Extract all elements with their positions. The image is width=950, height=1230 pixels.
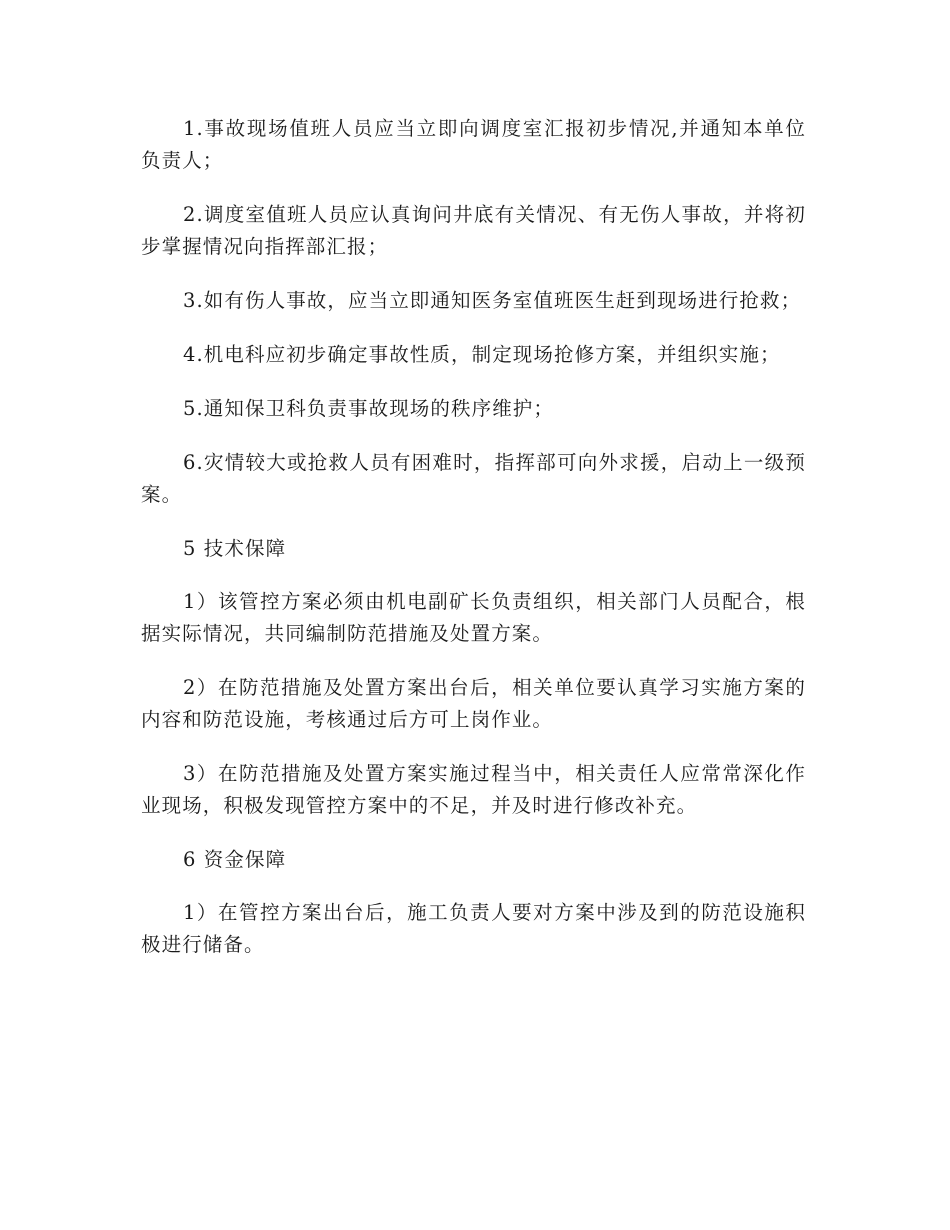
paragraph-2: 2.调度室值班人员应认真询问井底有关情况、有无伤人事故，并将初步掌握情况向指挥部汇报； <box>141 203 806 258</box>
section-heading-technical-support: 5 技术保障 <box>183 537 287 560</box>
paragraph-tech-2: 2）在防范措施及处置方案出台后，相关单位要认真学习实施方案的内容和防范设施，考核通过后方可上岗作业。 <box>141 676 806 731</box>
paragraph-3: 3.如有伤人事故，应当立即通知医务室值班医生赶到现场进行抢救； <box>183 289 802 312</box>
paragraph-6: 6.灾情较大或抢救人员有困难时，指挥部可向外求援，启动上一级预案。 <box>141 451 806 506</box>
document-page <box>141 113 806 983</box>
paragraph-tech-3: 3）在防范措施及处置方案实施过程当中，相关责任人应常常深化作业现场，积极发现管控方案中的不足，并及时进行修改补充。 <box>141 762 806 817</box>
paragraph-1: 1.事故现场值班人员应当立即向调度室汇报初步情况,并通知本单位负责人； <box>141 117 806 172</box>
section-heading-funding-support: 6 资金保障 <box>183 848 287 871</box>
paragraph-funding-1: 1）在管控方案出台后，施工负责人要对方案中涉及到的防范设施积极进行储备。 <box>141 901 806 956</box>
paragraph-5: 5.通知保卫科负责事故现场的秩序维护； <box>183 397 555 420</box>
paragraph-tech-1: 1）该管控方案必须由机电副矿长负责组织，相关部门人员配合，根据实际情况，共同编制防范措施及处置方案。 <box>141 590 806 645</box>
paragraph-4: 4.机电科应初步确定事故性质，制定现场抢修方案，并组织实施； <box>183 343 781 366</box>
